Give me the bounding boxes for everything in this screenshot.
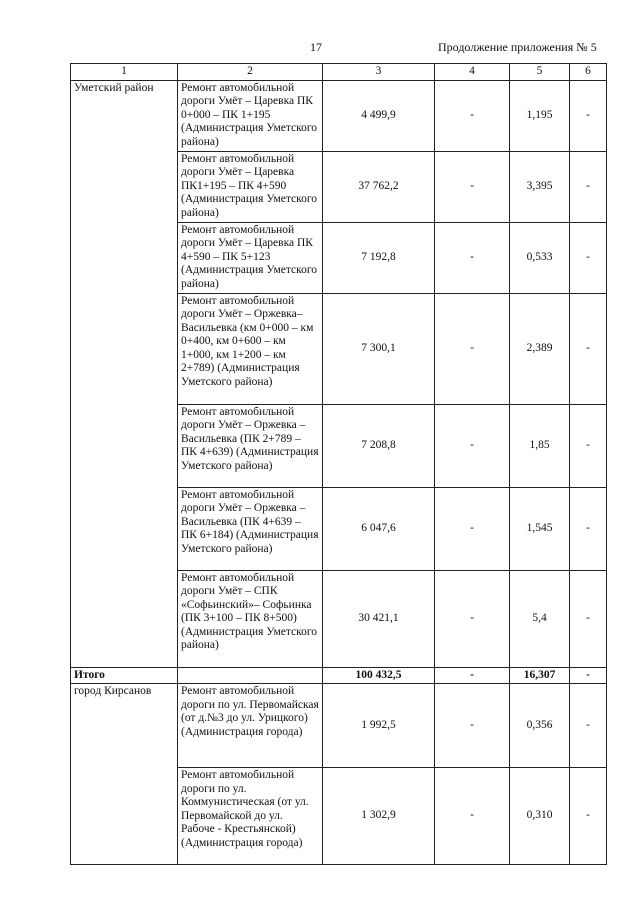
length-value: 1,85 — [510, 404, 570, 487]
cost-value: 7 192,8 — [323, 222, 435, 293]
work-description: Ремонт автомобильной дороги по ул. Первомайская (от д.№3 до ул. Урицкого) (Администрация города) — [178, 684, 323, 768]
col6-value: - — [570, 222, 607, 293]
column-number: 5 — [510, 64, 570, 81]
column-number: 6 — [570, 64, 607, 81]
column-number: 1 — [71, 64, 178, 81]
work-description: Ремонт автомобильной дороги Умёт – Оржевка – Васильевка (ПК 2+789 – ПК 4+639) (Администрация Уметского района) — [178, 404, 323, 487]
length-value: 1,195 — [510, 80, 570, 151]
col6-value: - — [570, 80, 607, 151]
col6-value: - — [570, 404, 607, 487]
cost-value: 30 421,1 — [323, 570, 435, 667]
cost-value: 37 762,2 — [323, 151, 435, 222]
col6-value: - — [570, 684, 607, 768]
col4-value: - — [435, 222, 510, 293]
col4-value: - — [435, 293, 510, 404]
work-description: Ремонт автомобильной дороги по ул. Коммунистическая (от ул. Первомайской до ул. Рабоче - Крестьянской) (Администрация города) — [178, 768, 323, 865]
total-empty-cell — [178, 667, 323, 684]
column-number: 4 — [435, 64, 510, 81]
col4-value: - — [435, 768, 510, 865]
col4-value: - — [435, 487, 510, 570]
district-cell: Уметский район — [71, 80, 178, 667]
cost-value: 1 302,9 — [323, 768, 435, 865]
length-value: 0,533 — [510, 222, 570, 293]
work-description: Ремонт автомобильной дороги Умёт – СПК «Софьинский»– Софьинка (ПК 3+100 – ПК 8+500) (Администрация Уметского района) — [178, 570, 323, 667]
col6-value: - — [570, 487, 607, 570]
cost-value: 6 047,6 — [323, 487, 435, 570]
work-description: Ремонт автомобильной дороги Умёт – Царевка ПК 0+000 – ПК 1+195 (Администрация Уметского района) — [178, 80, 323, 151]
col4-value: - — [435, 404, 510, 487]
total-col4: - — [435, 667, 510, 684]
col6-value: - — [570, 151, 607, 222]
total-row — [71, 667, 607, 684]
appendix-continuation-title: Продолжение приложения № 5 — [438, 40, 597, 54]
work-description: Ремонт автомобильной дороги Умёт – Оржевка – Васильевка (ПК 4+639 – ПК 6+184) (Администрация Уметского района) — [178, 487, 323, 570]
table-row — [71, 80, 607, 151]
district-cell: город Кирсанов — [71, 684, 178, 865]
length-value: 3,395 — [510, 151, 570, 222]
length-value: 1,545 — [510, 487, 570, 570]
total-cost: 100 432,5 — [323, 667, 435, 684]
cost-value: 7 208,8 — [323, 404, 435, 487]
work-description: Ремонт автомобильной дороги Умёт – Оржевка– Васильевка (км 0+000 – км 0+400, км 0+600 – км 1+000, км 1+200 – км 2+789) (Администрация Уметского района) — [178, 293, 323, 404]
cost-value: 7 300,1 — [323, 293, 435, 404]
roads-repair-table — [70, 63, 607, 865]
total-label: Итого — [71, 667, 178, 684]
length-value: 0,310 — [510, 768, 570, 865]
col4-value: - — [435, 570, 510, 667]
page-number: 17 — [310, 40, 322, 54]
column-number-row — [71, 64, 607, 81]
length-value: 5,4 — [510, 570, 570, 667]
col6-value: - — [570, 768, 607, 865]
cost-value: 1 992,5 — [323, 684, 435, 768]
col4-value: - — [435, 151, 510, 222]
table-row — [71, 684, 607, 768]
work-description: Ремонт автомобильной дороги Умёт – Царевка ПК 4+590 – ПК 5+123 (Администрация Уметского района) — [178, 222, 323, 293]
col4-value: - — [435, 684, 510, 768]
total-length: 16,307 — [510, 667, 570, 684]
length-value: 0,356 — [510, 684, 570, 768]
total-col6: - — [570, 667, 607, 684]
col6-value: - — [570, 570, 607, 667]
col4-value: - — [435, 80, 510, 151]
work-description: Ремонт автомобильной дороги Умёт – Царевка ПК1+195 – ПК 4+590 (Администрация Уметского района) — [178, 151, 323, 222]
column-number: 2 — [178, 64, 323, 81]
col6-value: - — [570, 293, 607, 404]
length-value: 2,389 — [510, 293, 570, 404]
cost-value: 4 499,9 — [323, 80, 435, 151]
column-number: 3 — [323, 64, 435, 81]
